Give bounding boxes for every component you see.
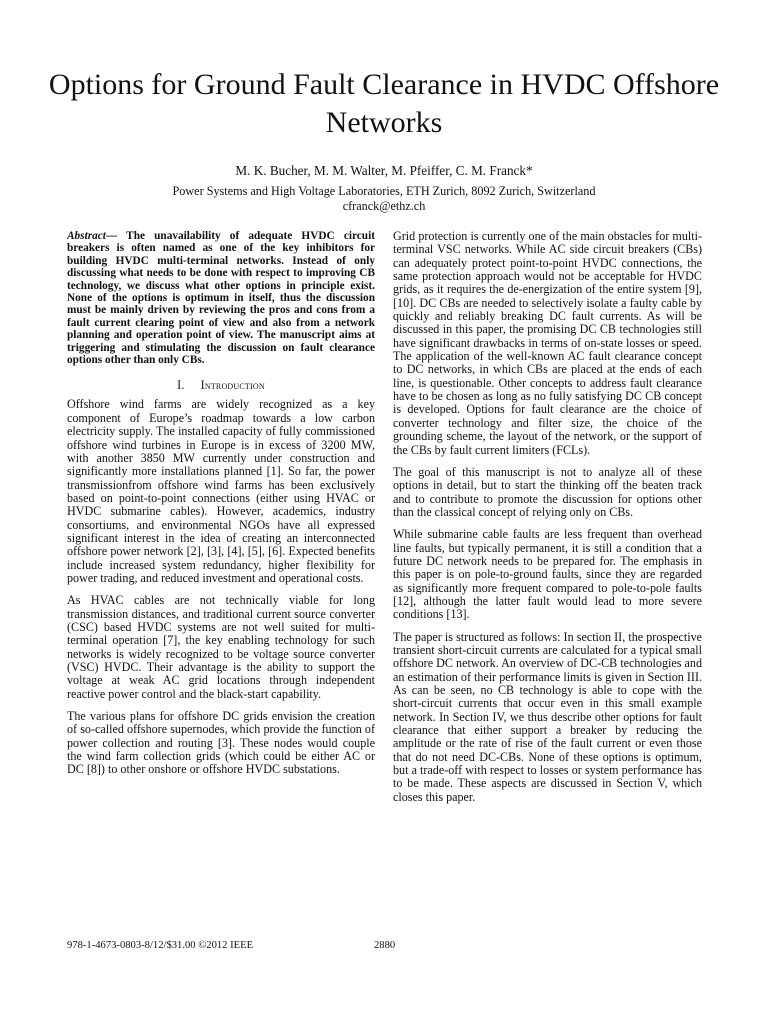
body-paragraph: As HVAC cables are not technically viable for long transmission distances, and traditional current source converter (CSC) based HVDC systems are not well suited for multi-terminal operation [7], the key enabling technology for such networks is widely recognized to be voltage source converter (VSC) HVDC. Their advantage is the ability to support the voltage at weak AC grid locations through independent reactive power control and the black-start capability. xyxy=(67,593,375,701)
contact-email: cfranck@ethz.ch xyxy=(342,199,426,213)
abstract-text: — The unavailability of adequate HVDC circuit breakers is often named as one of the key inhibitors for building HVDC multi-terminal networks. Instead of only discussing what needs to be done with respect to improving CB technology, we discuss what other options in principle exist. None of the options is optimum in itself, thus the discussion must be mainly driven by reviewing the pros and cons from a fault current clearing point of view and also from a network planning and operation point of view. The manuscript aims at triggering and stimulating the discussion on fault clearance options other than only CBs. xyxy=(67,230,375,367)
body-paragraph: Offshore wind farms are widely recognized as a key component of Europe’s roadmap towards a low carbon electricity supply. The installed capacity of fully commissioned offshore wind turbines in Europe is in excess of 3200 MW, with another 3850 MW currently under construction and significantly more installations planned [1]. So far, the power transmissionfrom offshore wind farms has been exclusively based on point-to-point connections (either using HVAC or HVDC submarine cables). However, academics, industry consortiums, and environmental NGOs have all expressed significant interest in the idea of creating an interconnected offshore power network [2], [3], [4], [5], [6]. Expected benefits include increased system redundancy, higher flexibility for power trading, and reduced investment and operational costs. xyxy=(67,397,375,585)
section-number: I. xyxy=(177,378,185,393)
body-paragraph: The goal of this manuscript is not to analyze all of these options in detail, but to start the thinking off the beaten track and to contribute to promote the discussion for options other than the classical concept of relying only on CBs. xyxy=(393,464,702,519)
abstract xyxy=(67,230,375,366)
body-paragraph: Grid protection is currently one of the main obstacles for multi-terminal VSC networks. While AC side circuit breakers (CBs) can adequately protect point-to-point HVDC connections, the same protection approach would not be acceptable for HVDC grids, as it requires the de-energization of the entire system [9], [10]. DC CBs are needed to selectively isolate a faulty cable by quickly and reliably breaking DC fault currents. As will be discussed in this paper, the promising DC CB technologies still have significant drawbacks in terms of on-state losses or speed. The application of the well-known AC fault clearance concept to DC networks, in which CBs are placed at the ends of each line, is questionable. Other concepts to address fault clearance have to be chosen as long as no fully satisfying DC CB concept is developed. Options for fault clearance are the choice of converter technology and filter size, the choice of the grounding scheme, the layout of the network, or the support of the CBs by fault current limiters (FCLs). xyxy=(393,229,702,457)
body-paragraph: The paper is structured as follows: In section II, the prospective transient short-circuit currents are calculated for a typical small offshore DC network. An overview of DC-CB technologies and an estimation of their performance limits is given in Section III. As can be seen, no CB technology is able to cope with the short-circuit currents that occur even in this small example network. In Section IV, we thus describe other options for fault clearance that either support a breaker by reducing the amplitude or the rate of rise of the fault current or even those that do not need DC-CBs. None of these options is optimum, but a trade-off with respect to losses or system performance has to be made. These aspects are discussed in Section V, which closes this paper. xyxy=(393,629,702,804)
paper-title: Options for Ground Fault Clearance in HVDC Offshore Networks xyxy=(48,68,720,139)
affiliation: Power Systems and High Voltage Laboratories, ETH Zurich, 8092 Zurich, Switzerland xyxy=(172,184,596,198)
right-column xyxy=(393,230,702,813)
abstract-label: Abstract xyxy=(67,230,106,242)
body-paragraph: While submarine cable faults are less frequent than overhead line faults, but typically permanent, it is still a condition that a future DC network needs to be prepared for. The emphasis in this paper is on pole-to-ground faults, since they are regarded as significantly more frequent compared to pole-to-pole faults [12], although the latter fault would lead to more severe conditions [13]. xyxy=(393,527,702,622)
section-heading-introduction xyxy=(67,378,375,392)
section-title: Introduction xyxy=(200,378,265,393)
copyright-notice: 978-1-4673-0803-8/12/$31.00 ©2012 IEEE xyxy=(67,940,254,951)
body-paragraph: The various plans for offshore DC grids envision the creation of so-called offshore supernodes, which provide the function of power collection and routing [3]. These nodes would couple the wind farm collection grids (which could be either AC or DC [8]) to other onshore or offshore HVDC substations. xyxy=(67,709,375,777)
author-list: M. K. Bucher, M. M. Walter, M. Pfeiffer, C. M. Franck* xyxy=(235,163,533,178)
page-number: 2880 xyxy=(374,940,396,951)
left-column xyxy=(67,230,375,786)
